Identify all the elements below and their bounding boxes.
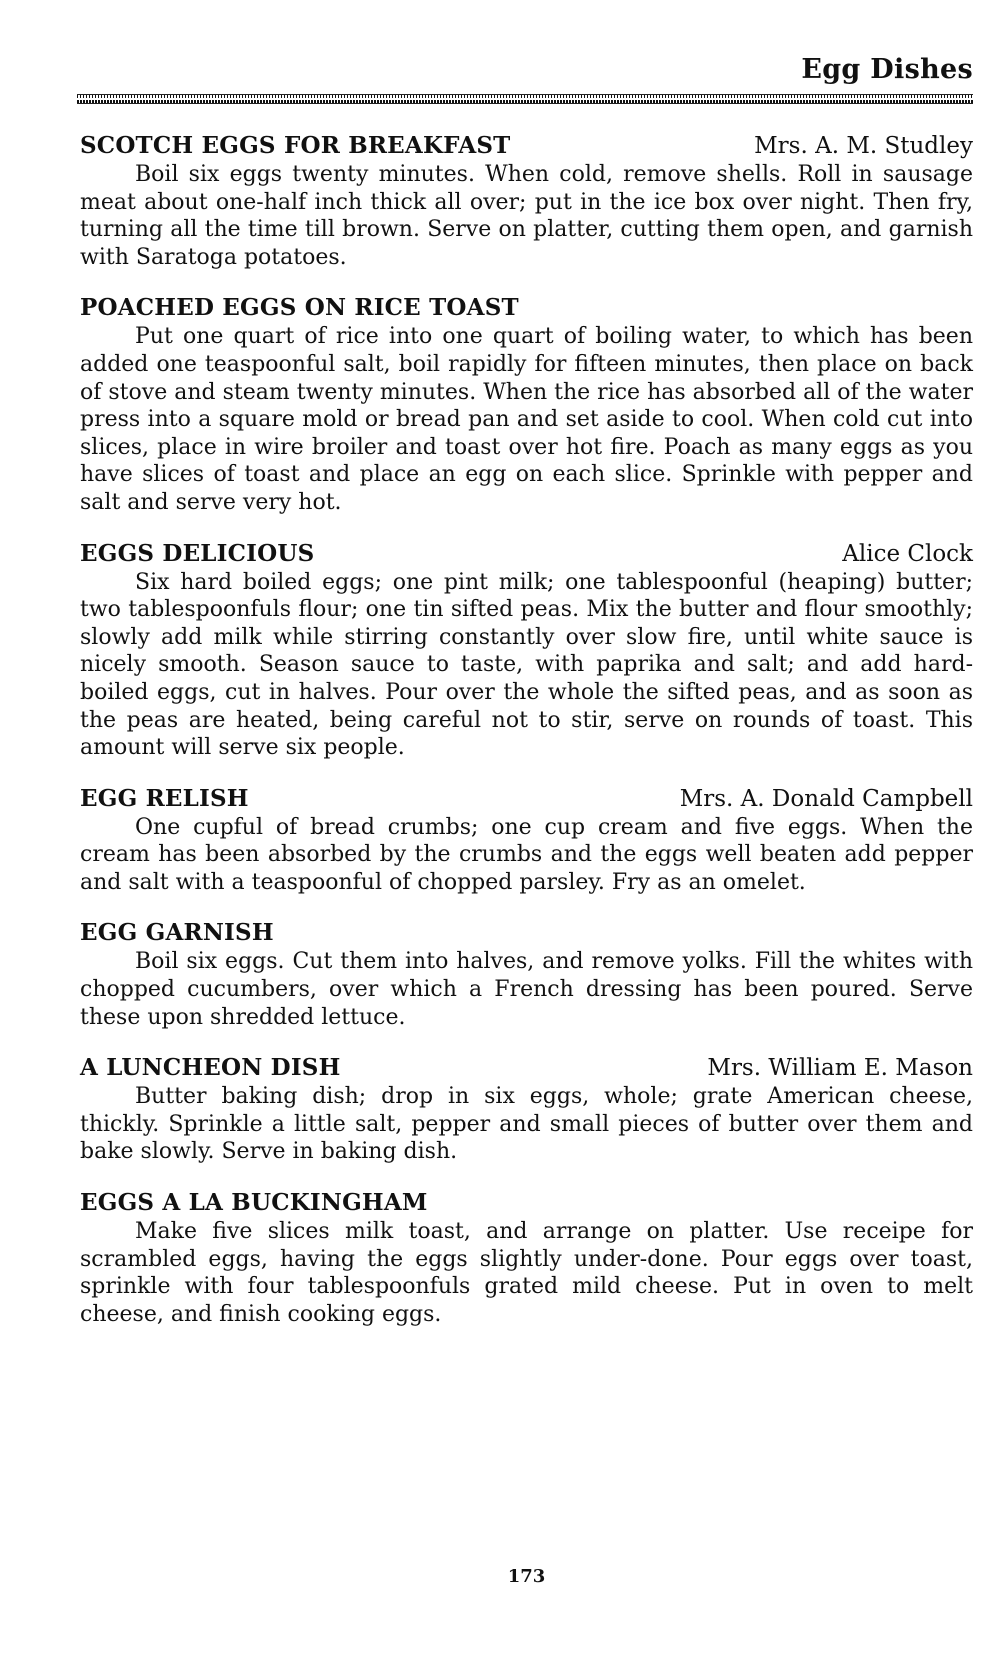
recipe-title: EGGS A LA BUCKINGHAM <box>80 1189 428 1217</box>
recipe-eggs-delicious <box>80 539 973 762</box>
recipe-luncheon-dish <box>80 1053 973 1166</box>
recipe-text: Boil six eggs. Cut them into halves, and remove yolks. Fill the whites with chopped cucumbers, over which a French dressing has been poured. Serve these upon shredded lettuce. <box>80 949 973 1030</box>
recipe-egg-relish <box>80 784 973 897</box>
recipe-author: Mrs. William E. Mason <box>707 1055 973 1082</box>
recipe-author: Mrs. A. M. Studley <box>754 133 973 159</box>
recipe-list <box>80 131 973 1350</box>
recipe-author: Alice Clock <box>842 540 973 567</box>
recipe-title: EGG GARNISH <box>80 919 274 947</box>
recipe-eggs-buckingham <box>80 1188 973 1328</box>
recipe-heading <box>80 293 973 323</box>
recipe-title: EGG RELISH <box>80 784 249 812</box>
recipe-text: Six hard boiled eggs; one pint milk; one tablespoonful (heaping) butter; two tablespoonfuls flour; one tin sifted peas. Mix the butter and flour smoothly; slowly add milk while stirring constantly over slow fire, until white sauce is nicely smooth. Season sauce to taste, with paprika and salt; and add hard-boiled eggs, cut in halves. Pour over the whole the sifted peas, and as soon as the peas are heated, being careful not to stir, serve on rounds of toast. This amount will serve six people. <box>80 569 973 761</box>
recipe-heading <box>80 1053 973 1083</box>
recipe-heading <box>80 1188 973 1218</box>
book-page <box>80 0 973 1667</box>
recipe-heading <box>80 539 973 569</box>
recipe-poached-eggs <box>80 293 973 516</box>
recipe-text: Butter baking dish; drop in six eggs, whole; grate American cheese, thickly. Sprinkle a little salt, pepper and small pieces of butter over them and bake slowly. Serve in baking dish. <box>80 1084 973 1165</box>
recipe-heading <box>80 131 973 161</box>
header-rule <box>77 94 973 104</box>
recipe-text: One cupful of bread crumbs; one cup cream and five eggs. When the cream has been absorbed by the crumbs and the eggs well beaten add pepper and salt with a teaspoonful of chopped parsley. Fry as an omelet. <box>80 814 973 895</box>
recipe-text: Put one quart of rice into one quart of boiling water, to which has been added one teaspoonful salt, boil rapidly for fifteen minutes, then place on back of stove and steam twenty minutes. When the rice has absorbed all of the water press into a square mold or bread pan and set aside to cool. When cold cut into slices, place in wire broiler and toast over hot fire. Poach as many eggs as you have slices of toast and place an egg on each slice. Sprinkle with pepper and salt and serve very hot. <box>80 324 973 515</box>
page-number: 173 <box>507 1566 546 1587</box>
recipe-title: A LUNCHEON DISH <box>80 1054 341 1082</box>
recipe-egg-garnish <box>80 918 973 1031</box>
recipe-text: Make five slices milk toast, and arrange on platter. Use receipe for scrambled eggs, having the eggs slightly under-done. Pour eggs over toast, sprinkle with four tablespoonfuls grated mild cheese. Put in oven to melt cheese, and finish cooking eggs. <box>80 1219 973 1327</box>
recipe-heading <box>80 918 973 948</box>
recipe-title: SCOTCH EGGS FOR BREAKFAST <box>80 132 511 159</box>
recipe-author: Mrs. A. Donald Campbell <box>679 785 973 812</box>
recipe-text: Boil six eggs twenty minutes. When cold, remove shells. Roll in sausage meat about one-half inch thick all over; put in the ice box over night. Then fry, turning all the time till brown. Serve on platter, cutting them open, and garnish with Saratoga potatoes. <box>80 162 973 270</box>
recipe-title: EGGS DELICIOUS <box>80 539 315 567</box>
recipe-heading <box>80 784 973 814</box>
recipe-scotch-eggs <box>80 131 973 271</box>
running-head: Egg Dishes <box>801 54 973 85</box>
recipe-title: POACHED EGGS ON RICE TOAST <box>80 294 519 322</box>
